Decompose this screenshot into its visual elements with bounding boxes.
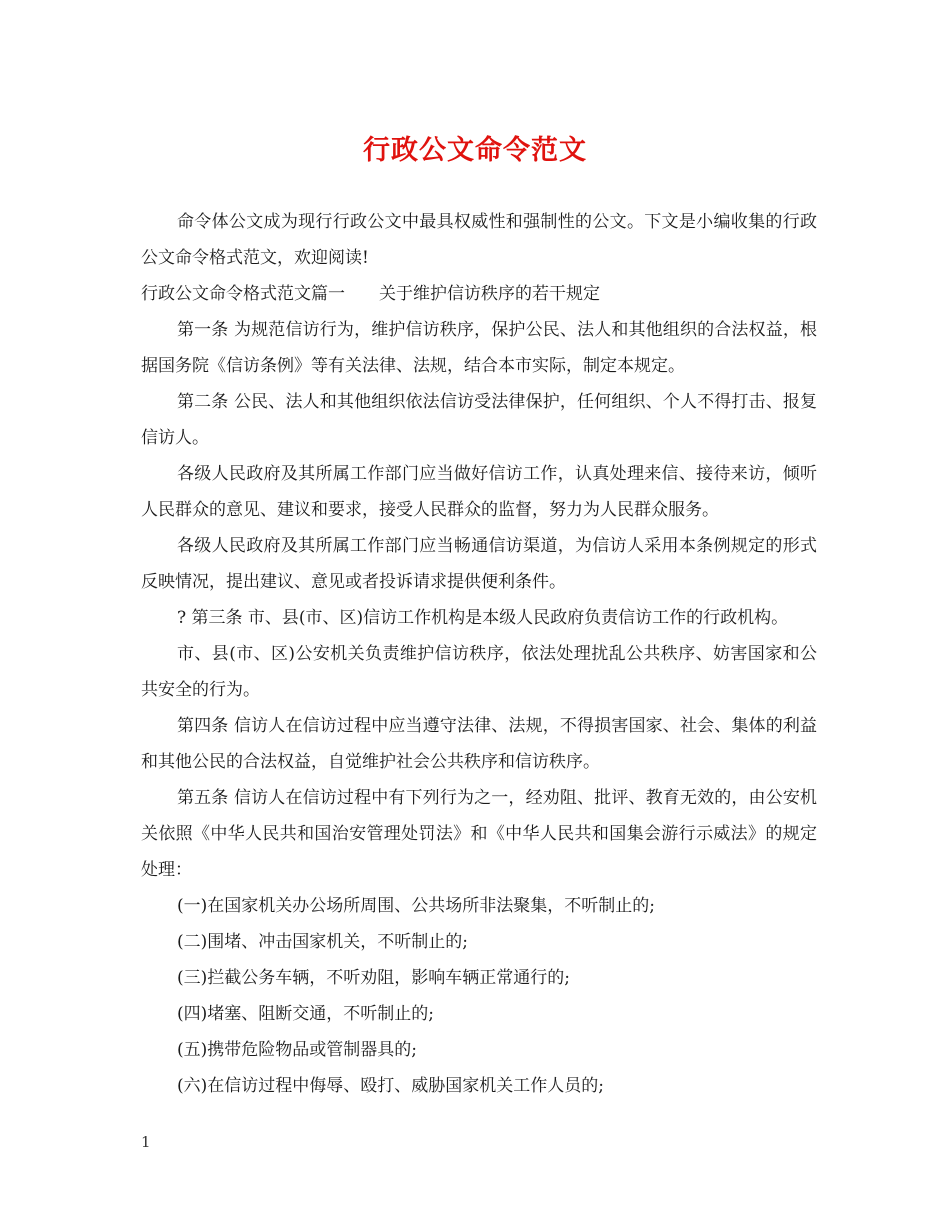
article-3-paragraph: ? 第三条 市、县(市、区)信访工作机构是本级人民政府负责信访工作的行政机构。 bbox=[177, 608, 789, 628]
article-4-paragraph: 第四条 信访人在信访过程中应当遵守法律、法规，不得损害国家、社会、集体的利益和其他公民的合法权益，自觉维护社会公共秩序和信访秩序。 bbox=[141, 716, 817, 772]
article-2-paragraph: 第二条 公民、法人和其他组织依法信访受法律保护，任何组织、个人不得打击、报复信访人。 bbox=[141, 392, 817, 448]
list-item: (六)在信访过程中侮辱、殴打、威胁国家机关工作人员的; bbox=[177, 1076, 604, 1096]
list-item: (五)携带危险物品或管制器具的; bbox=[177, 1040, 417, 1060]
article-5-paragraph: 第五条 信访人在信访过程中有下列行为之一，经劝阻、批评、教育无效的，由公安机关依照《中华人民共和国治安管理处罚法》和《中华人民共和国集会游行示威法》的规定处理： bbox=[141, 788, 817, 880]
list-item: (四)堵塞、阻断交通，不听制止的; bbox=[177, 1004, 434, 1024]
article-3-paragraph-2: 市、县(市、区)公安机关负责维护信访秩序，依法处理扰乱公共秩序、妨害国家和公共安全的行为。 bbox=[141, 644, 817, 700]
list-item: (一)在国家机关办公场所周围、公共场所非法聚集，不听制止的; bbox=[177, 896, 655, 916]
document-body bbox=[141, 204, 817, 1104]
article-2-paragraph-3: 各级人民政府及其所属工作部门应当畅通信访渠道，为信访人采用本条例规定的形式反映情况，提出建议、意见或者投诉请求提供便利条件。 bbox=[141, 536, 817, 592]
intro-paragraph: 命令体公文成为现行行政公文中最具权威性和强制性的公文。下文是小编收集的行政公文命令格式范文，欢迎阅读! bbox=[141, 212, 817, 268]
page-number: 1 bbox=[141, 1133, 151, 1151]
list-item: (三)拦截公务车辆，不听劝阻，影响车辆正常通行的; bbox=[177, 968, 570, 988]
document-title: 行政公文命令范文 bbox=[363, 135, 587, 166]
section-heading: 行政公文命令格式范文篇一 关于维护信访秩序的若干规定 bbox=[141, 284, 600, 304]
article-1-paragraph: 第一条 为规范信访行为，维护信访秩序，保护公民、法人和其他组织的合法权益，根据国务院《信访条例》等有关法律、法规，结合本市实际，制定本规定。 bbox=[141, 320, 817, 376]
article-2-paragraph-2: 各级人民政府及其所属工作部门应当做好信访工作，认真处理来信、接待来访，倾听人民群众的意见、建议和要求，接受人民群众的监督，努力为人民群众服务。 bbox=[141, 464, 817, 520]
list-item: (二)围堵、冲击国家机关，不听制止的; bbox=[177, 932, 468, 952]
